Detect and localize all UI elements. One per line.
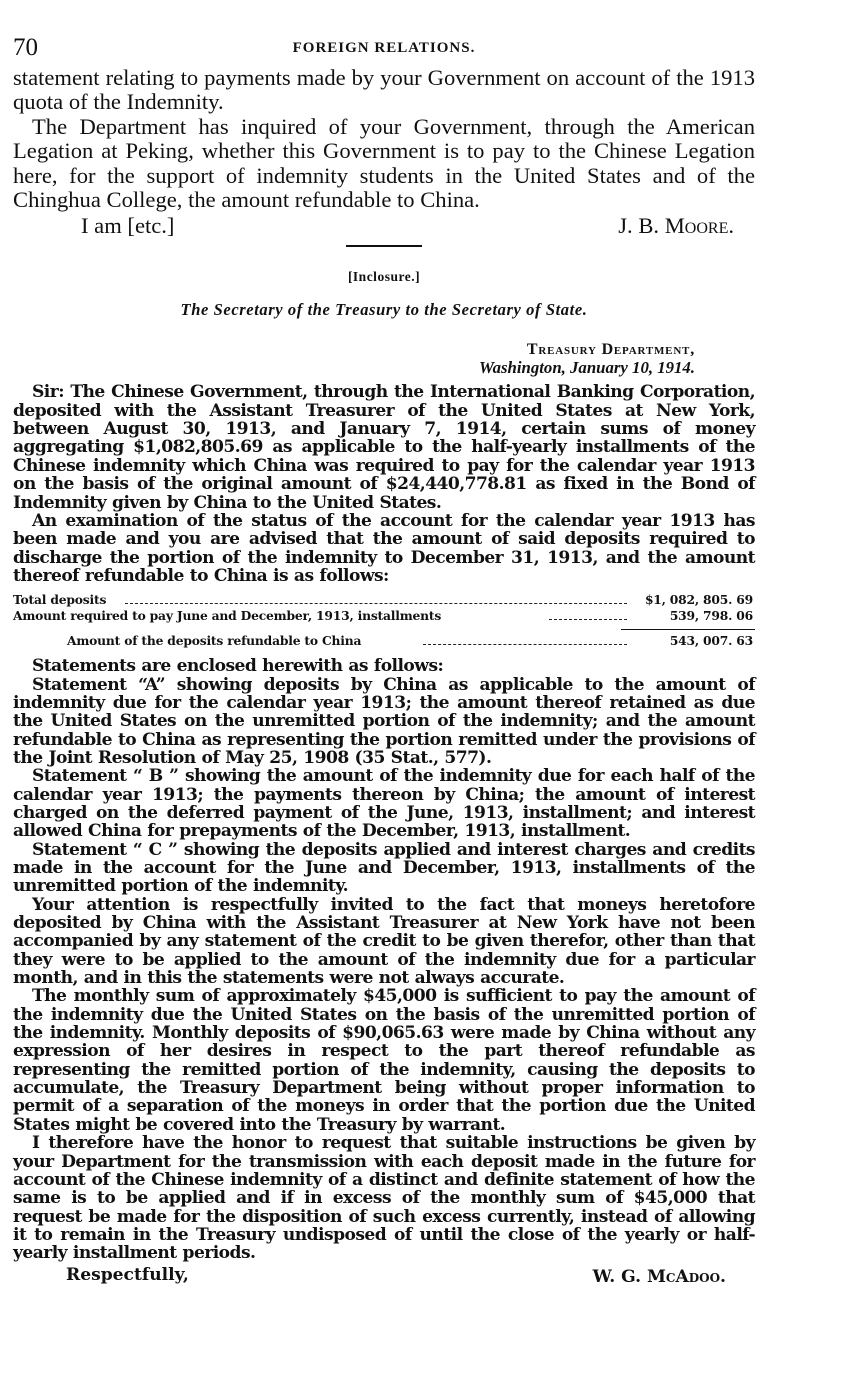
accounts-label: Amount required to pay June and December, 1913, installments xyxy=(13,607,442,623)
letter-paragraph: The Department has inquired of your Government, through the American Legation at Peking, whether this Government is to pay to the Chinese Legation here, for the support of indemnity students in the United States and of the Chinghua College, the amount refundable to China. xyxy=(13,113,755,213)
accounts-table xyxy=(13,592,755,652)
accounts-row-total xyxy=(13,592,755,608)
inclosure-title: The Secretary of the Treasury to the Secretary of State. xyxy=(180,300,588,320)
document-page xyxy=(13,32,755,1287)
inclosure-label: [Inclosure.] xyxy=(347,269,421,285)
inclosure-signoff xyxy=(13,1263,755,1287)
dateline xyxy=(13,341,755,377)
accounts-label: Total deposits xyxy=(13,592,107,608)
letter-signature: J. B. Moore. xyxy=(618,213,734,239)
leader-dots xyxy=(549,605,627,620)
page-number: 70 xyxy=(13,34,38,61)
leader-dots xyxy=(423,630,627,645)
dateline-date: Washington, January 10, 1914. xyxy=(478,358,695,378)
page-header xyxy=(13,32,755,66)
inclosure-signature: W. G. McAdoo. xyxy=(592,1266,726,1287)
dateline-department: Treasury Department, xyxy=(526,341,695,359)
accounts-amount: $1, 082, 805. 69 xyxy=(644,592,753,608)
section-divider xyxy=(346,245,422,247)
inclosure-paragraph: Statement “ C ” showing the deposits applied and interest charges and credits made in the account for the June and December, 1913, installments of the unremitted portion of the indemnity. xyxy=(13,839,755,897)
letter-paragraph: statement relating to payments made by your Government on account of the 1913 quota of the Indemnity. xyxy=(13,65,755,115)
accounts-amount: 543, 007. 63 xyxy=(669,633,753,649)
inclosure-paragraph: Statements are enclosed herewith as follows: xyxy=(32,656,444,677)
inclosure-body xyxy=(13,383,755,1286)
inclosure-paragraph: An examination of the status of the account for the calendar year 1913 has been made and you are advised that the amount of said deposits required to discharge the portion of the indemnity to December 31, 1913, and the amount thereof refundable to China is as follows: xyxy=(13,510,755,586)
letter-closing-line xyxy=(13,212,755,242)
letter-body xyxy=(13,66,755,242)
inclosure-paragraph: I therefore have the honor to request that suitable instructions be given by your Department for the transmission with each deposit made in the future for account of the Chinese indemnity of a distinct and definite statement of how the same is to be applied and if in excess of the monthly sum of $45,000 that request be made for the disposition of such excess currently, instead of allowing it to remain in the Treasury undisposed of until the close of the yearly or half-yearly installment periods. xyxy=(13,1133,755,1264)
accounts-label: Amount of the deposits refundable to China xyxy=(67,633,362,649)
running-title: FOREIGN RELATIONS. xyxy=(292,40,476,56)
inclosure-paragraph: Sir: The Chinese Government, through the International Banking Corporation, deposited with the Assistant Treasurer of the United States at New York, between August 30, 1913, and January 7, 1914, certain sums of money aggregating $1,082,805.69 as applicable to the half-yearly installments of the Chinese indemnity which China was required to pay for the calendar year 1913 on the basis of the original amount of $24,440,778.81 as fixed in the Bond of Indemnity given by China to the United States. xyxy=(13,382,755,513)
letter-closing: I am [etc.] xyxy=(81,213,175,239)
accounts-row-required xyxy=(13,608,755,624)
inclosure-paragraph: Statement “A” showing deposits by China as applicable to the amount of indemnity due for the calendar year 1913; the amount thereof retained as due the United States on the unremitted portion of the indemnity; and the amount refundable to China as representing the portion remitted under the provisions of the Joint Resolution of May 25, 1908 (35 Stat., 577). xyxy=(13,674,755,768)
inclosure-paragraph: Statement “ B ” showing the amount of the indemnity due for each half of the calendar year 1913; the payments thereon by China; the amount of interest charged on the deferred payment of the June, 1913, installment; and interest allowed China for prepayments of the December, 1913, installment. xyxy=(13,766,755,842)
inclosure-paragraph: The monthly sum of approximately $45,000 is sufficient to pay the amount of the indemnity due the United States on the basis of the unremitted portion of the indemnity. Monthly deposits of $90,065.63 were made by China without any expression of her desires in respect to the part thereof refundable as representing the remitted portion of the indemnity, causing the deposits to accumulate, the Treasury Department being without proper information to permit of a separation of the moneys in order that the portion due the United States might be covered into the Treasury by warrant. xyxy=(13,986,755,1135)
accounts-row-refundable xyxy=(13,630,755,652)
inclosure-paragraph: Your attention is respectfully invited to the fact that moneys heretofore deposited by China with the Assistant Treasurer at New York have not been accompanied by any statement of the credit to be given therefor, other than that they were to be applied to the amount of the indemnity due for a particular month, and in this the statements were not always accurate. xyxy=(13,894,755,989)
accounts-amount: 539, 798. 06 xyxy=(669,607,753,623)
leader-dots xyxy=(125,589,627,604)
inclosure-closing: Respectfully, xyxy=(66,1264,189,1285)
